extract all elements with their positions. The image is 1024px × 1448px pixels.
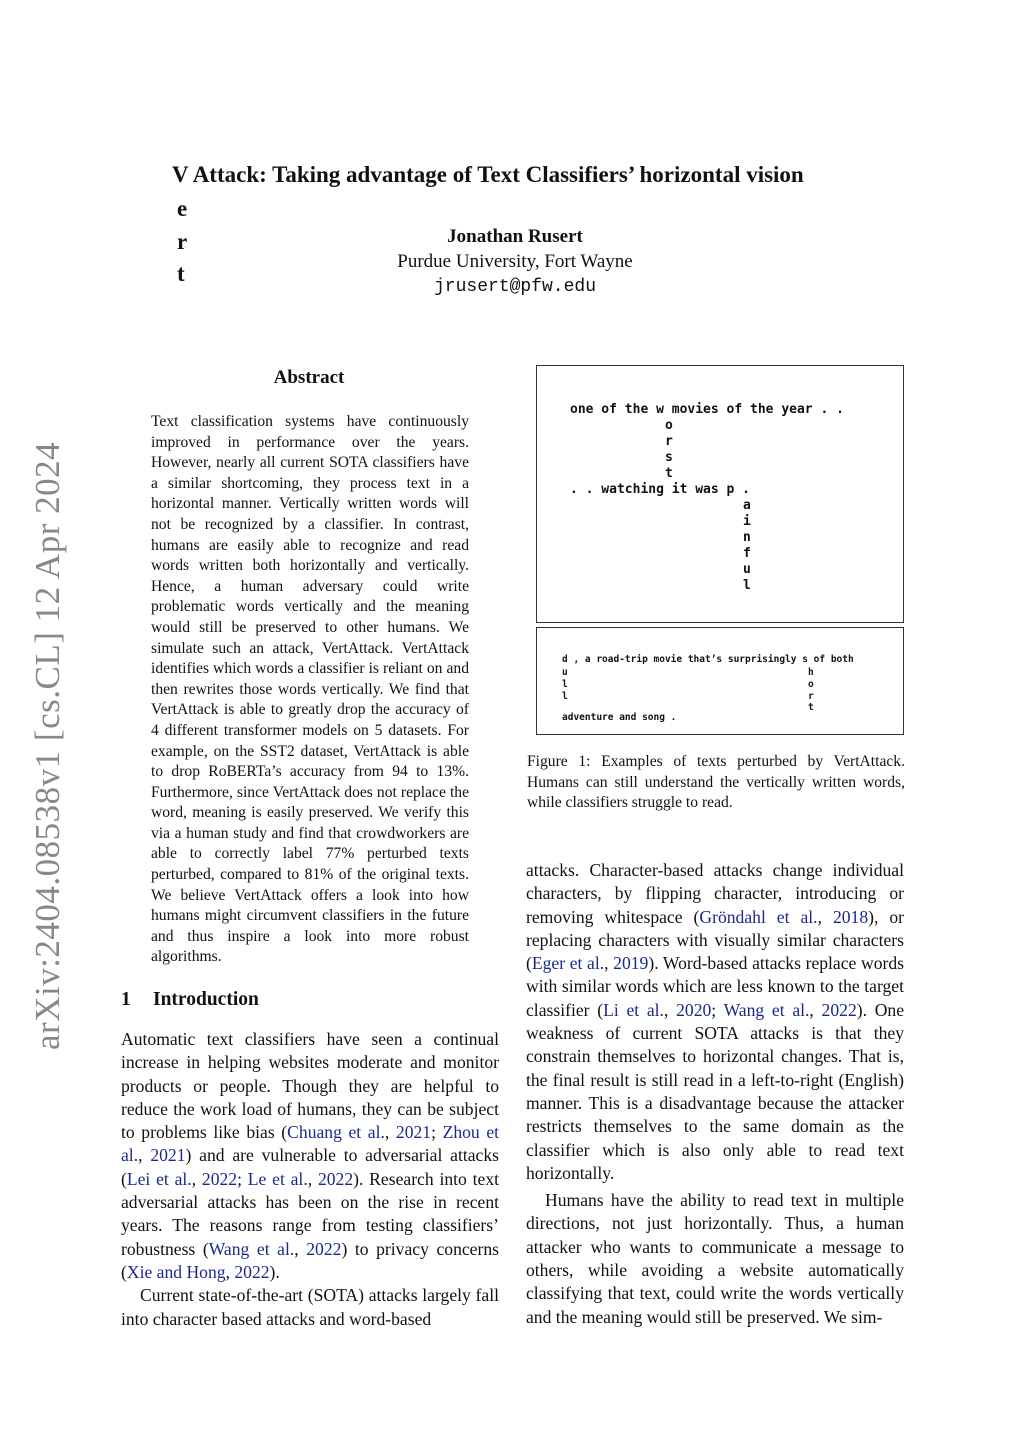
citation-link[interactable]: 2020 — [676, 999, 712, 1020]
vertical-letter: o — [665, 418, 673, 433]
author-email: jrusert@pfw.edu — [433, 277, 597, 297]
citation-link[interactable]: Gröndahl et al. — [699, 906, 818, 927]
citation-link[interactable]: Eger et al. — [531, 953, 605, 974]
paper-title — [172, 162, 804, 188]
citation-link[interactable]: 2018 — [832, 906, 869, 927]
title-rest: Attack: Taking advantage of Text Classifiers’ horizontal vision — [192, 162, 804, 187]
vertical-letter: a — [743, 498, 751, 513]
example-line: one of the w movies of the year . . — [570, 402, 844, 417]
citation-link[interactable]: Wang et al. — [723, 999, 810, 1020]
author-name: Jonathan Rusert — [447, 226, 583, 247]
example-line: d , a road-trip movie that’s surprisingly s of both — [562, 654, 854, 665]
vertical-row: l r — [562, 691, 814, 702]
citation-link[interactable]: 2022 — [234, 1261, 270, 1282]
vertical-letter: t — [665, 466, 673, 481]
abstract-heading: Abstract — [273, 367, 345, 388]
example-line: adventure and song . — [562, 712, 677, 723]
figure-caption: Figure 1: Examples of texts perturbed by VertAttack. Humans can still understand the vertically written words, while classifiers struggle to read. — [527, 753, 905, 812]
section-heading — [121, 989, 259, 1011]
vertical-letter: s — [665, 450, 673, 465]
citation-link[interactable]: 2021 — [395, 1122, 432, 1143]
vertical-row: u h — [562, 667, 814, 678]
figure-example-2 — [536, 627, 904, 735]
section-number: 1 — [121, 989, 131, 1010]
paragraph: Automatic text classifiers have seen a continual increase in helping websites moderate and monitor products or people. Though they are helpful to reduce the work load of humans, they can be subject to problems like bias (Chuang et al., 2021; Zhou et al., 2021) and are vulnerable to adversarial attacks (Lei et al., 2022; Le et al., 2022). Research into text adversarial attacks has been on the rise in recent years. The reasons range from testing classifiers’ robustness (Wang et al., 2022) to privacy concerns (Xie and Hong, 2022). — [121, 1029, 500, 1282]
title-vertical-letter: e — [177, 196, 188, 221]
citation-link[interactable]: 2021 — [150, 1145, 186, 1166]
abstract-body: Text classification systems have continuously improved in performance over the years. However, nearly all current SOTA classifiers have a similar shortcoming, they process text in a horizontal manner. Vertically written words will not be recognized by a classifier. In contrast, humans are easily able to recognize and read words written both horizontally and vertically. Hence, a human adversary could write problematic words vertically and the meaning would still be preserved to other humans. We simulate such an attack, VertAttack. VertAttack identifies which words a classifier is reliant on and then rewrites those words vertically. We find that VertAttack is able to greatly drop the accuracy of 4 different transformer models on 5 datasets. For example, on the SST2 dataset, VertAttack is able to drop RoBERTa’s accuracy from 94 to 13%. Furthermore, since VertAttack does not replace the word, meaning is easily preserved. We verify this via a human study and find that crowdworkers are able to correctly label 77% perturbed texts perturbed, compared to 81% of the original texts. We believe VertAttack offers a look into how humans might circumvent classifiers in the future and thus inspire a look into more robust algorithms. — [151, 413, 469, 966]
citation-link[interactable]: Xie and Hong — [126, 1261, 226, 1282]
citation-link[interactable]: Wang et al. — [208, 1238, 295, 1259]
citation-link[interactable]: 2022 — [201, 1168, 238, 1189]
vertical-letter: n — [743, 530, 751, 545]
citation-link[interactable]: 2022 — [306, 1238, 342, 1259]
citation-link[interactable]: Zhou et al. — [121, 1122, 500, 1166]
vertical-row: l o — [562, 679, 814, 690]
citation-link[interactable]: Lei et al. — [126, 1168, 192, 1189]
citation-link[interactable]: Le et al. — [247, 1168, 308, 1189]
title-first-letter: V — [172, 162, 189, 187]
left-column-text — [121, 1028, 499, 1331]
paragraph: Current state-of-the-art (SOTA) attacks largely fall into character based attacks and word-based — [121, 1285, 499, 1329]
citation-link[interactable]: Li et al. — [603, 999, 664, 1020]
paragraph: attacks. Character-based attacks change individual characters, by flipping character, introducing or removing whitespace (Gröndahl et al., 2018), or replacing characters with visually similar characters (Eger et al., 2019). Word-based attacks replace words with similar words which are less known to the target classifier (Li et al., 2020; Wang et al., 2022). One weakness of current SOTA attacks is that they constrain themselves to horizontal changes. That is, the final result is still read in a left-to-right (English) manner. This is a disadvantage because the attacker restricts themselves to the same domain as the classifier which is also only able to read text horizontally. — [526, 860, 905, 1183]
example-line: . . watching it was p . — [570, 482, 751, 497]
vertical-letter: i — [743, 514, 751, 529]
arxiv-identifier: arXiv:2404.08538v1 [cs.CL] 12 Apr 2024 — [28, 441, 67, 1050]
author-affiliation: Purdue University, Fort Wayne — [397, 251, 633, 272]
citation-link[interactable]: 2019 — [613, 953, 649, 974]
right-column-text — [526, 859, 904, 1329]
vertical-letter: r — [665, 434, 673, 449]
vertical-row: t — [562, 702, 814, 713]
vertical-letter: l — [743, 578, 751, 593]
vertical-letter: f — [743, 546, 751, 561]
figure-example-1 — [536, 365, 904, 623]
section-title: Introduction — [153, 989, 259, 1010]
paragraph: Humans have the ability to read text in multiple directions, not just horizontally. Thus, a human attacker who wants to communicate a message to others, while avoiding a website automatically classifying that text, could write the words vertically and the meaning would still be preserved. We sim- — [526, 1190, 904, 1327]
citation-link[interactable]: 2022 — [317, 1168, 354, 1189]
citation-link[interactable]: 2022 — [821, 999, 857, 1020]
vertical-letter: u — [743, 562, 751, 577]
title-vertical-letter: r — [177, 229, 188, 254]
citation-link[interactable]: Chuang et al. — [287, 1122, 385, 1143]
title-vertical-letter: t — [177, 261, 185, 286]
